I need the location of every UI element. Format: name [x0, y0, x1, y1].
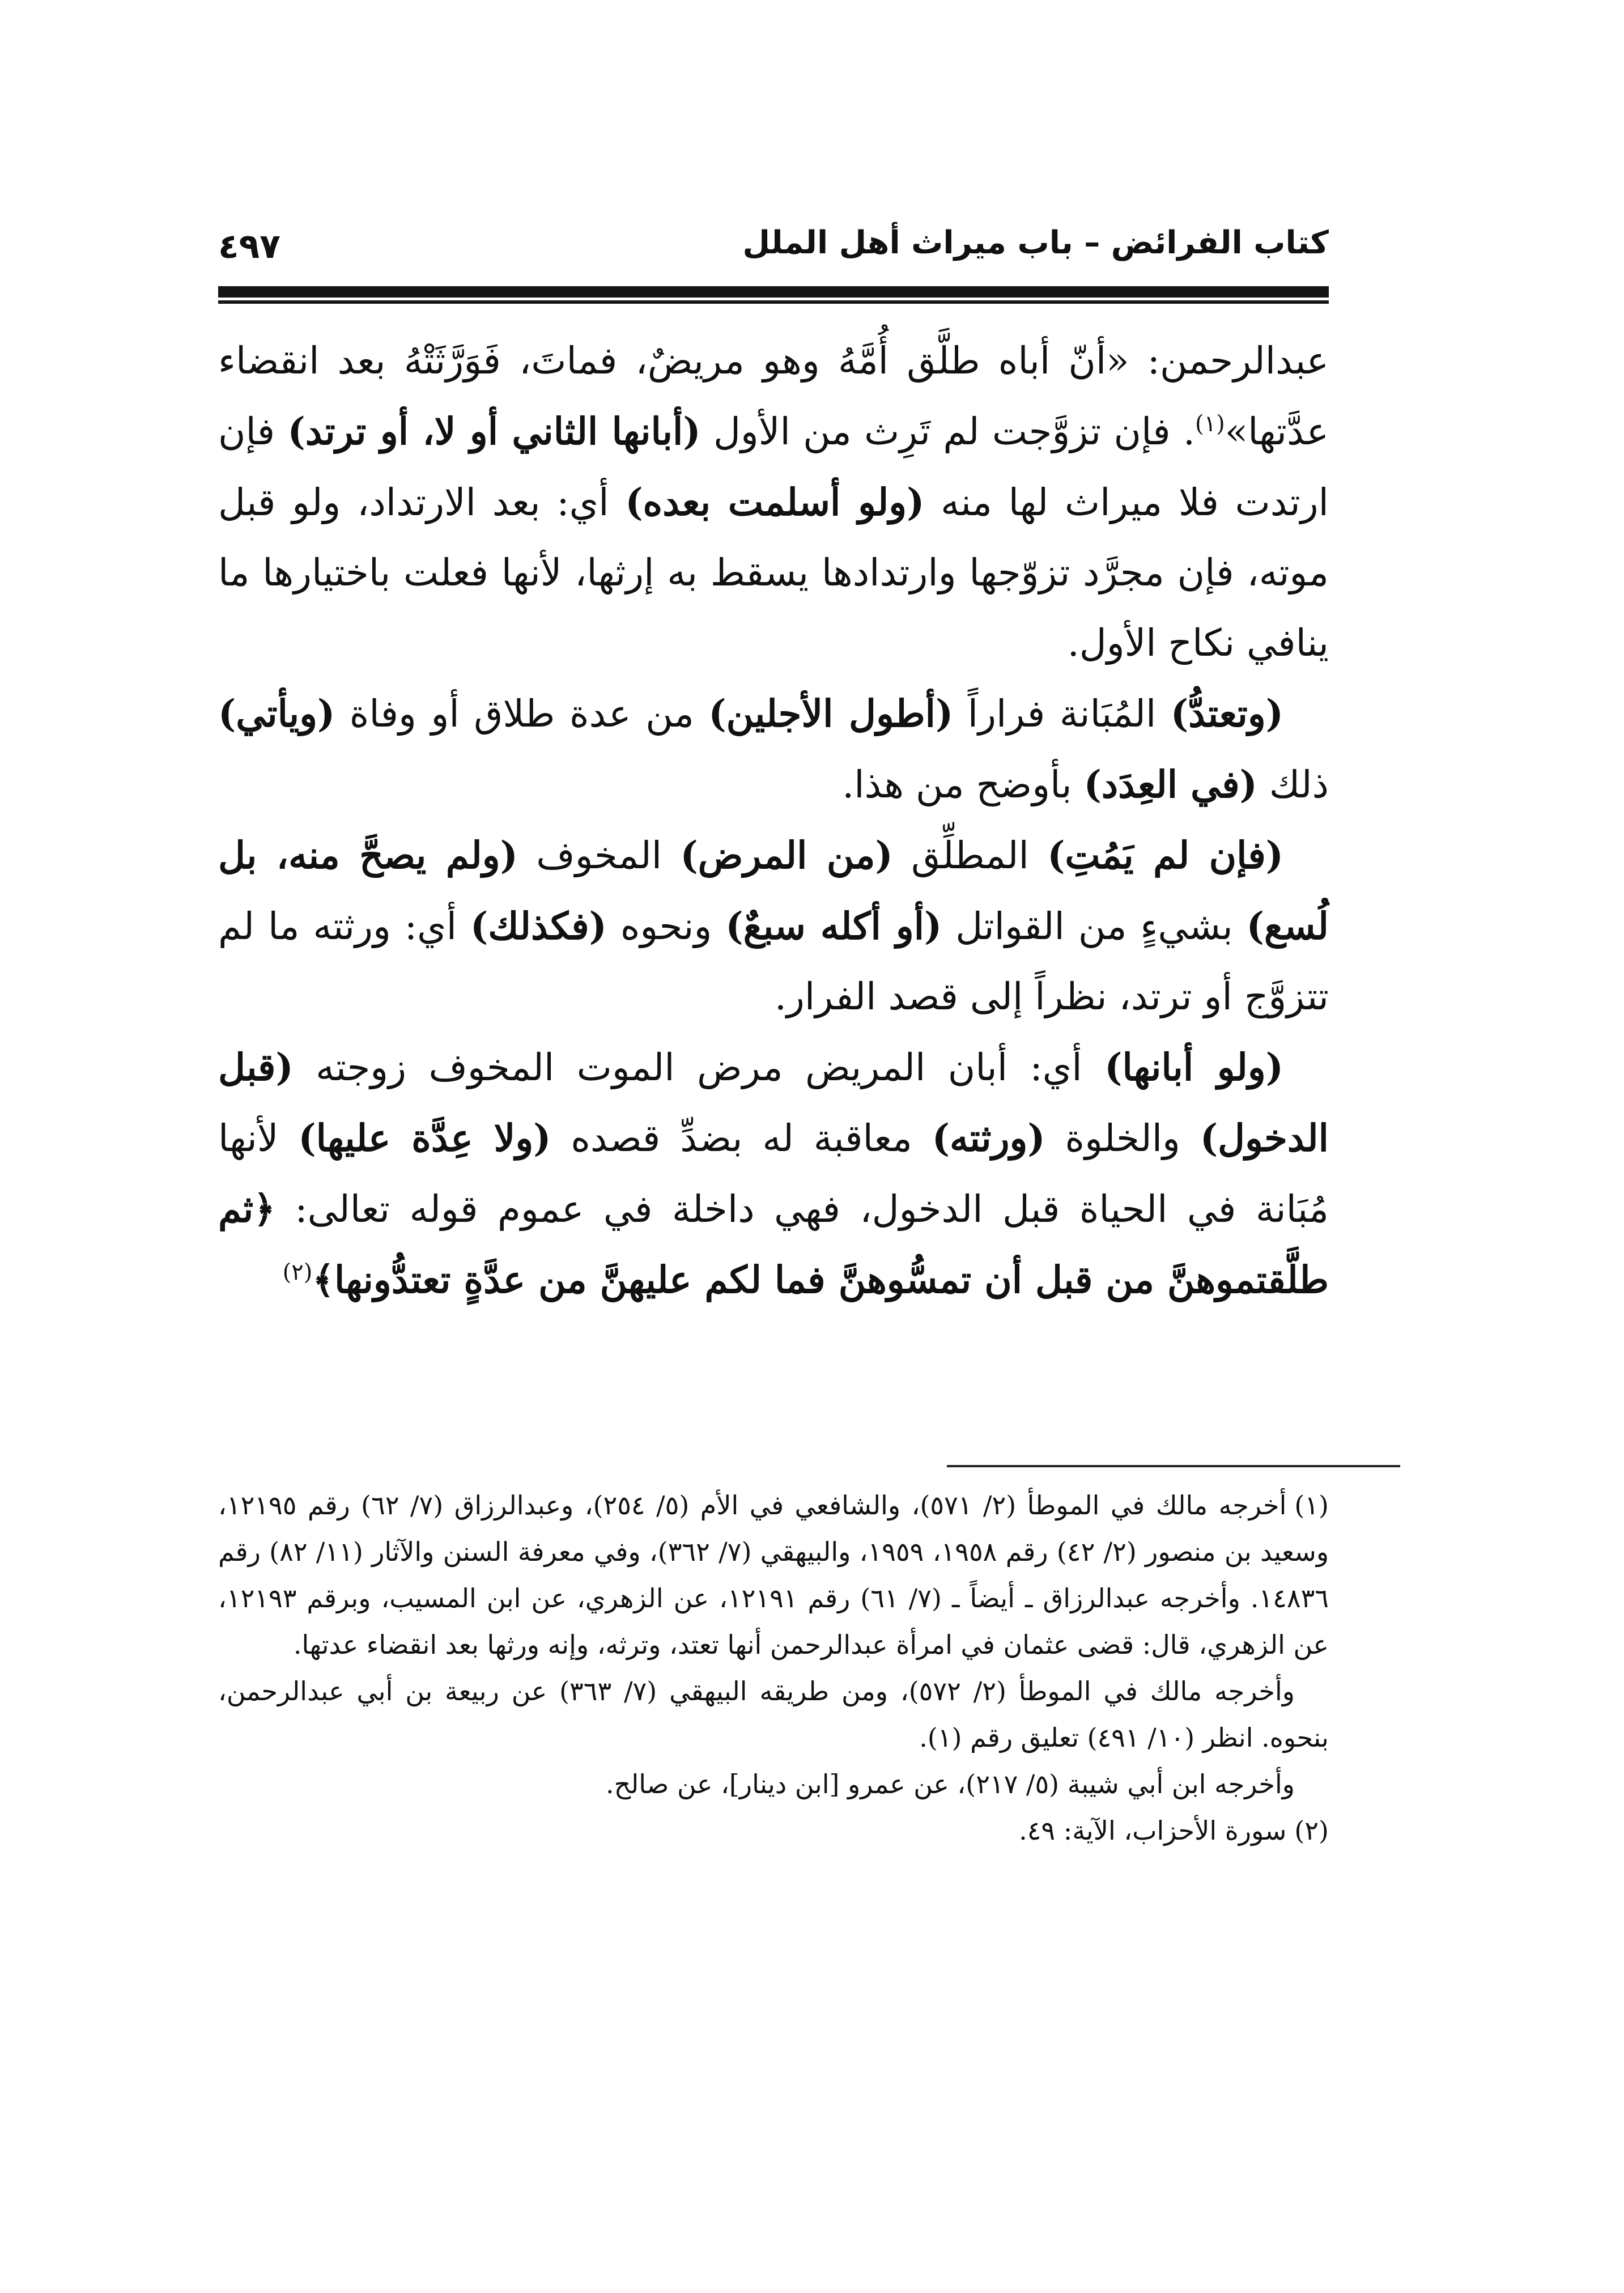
commentary-text: فإن ارتدت فلا ميراث لها منه	[218, 410, 1329, 524]
commentary-text: المُبَانة فراراً	[953, 692, 1171, 736]
matn-text: (ولو أبانها)	[1104, 1045, 1283, 1089]
matn-text: ﴿ثم طلَّقتموهنَّ من قبل أن تمسُّوهنَّ فما لكم عليهنَّ من عدَّةٍ تعتدُّونها﴾	[218, 1187, 1329, 1302]
footnote-text: سورة الأحزاب، الآية: ٤٩.	[1019, 1815, 1287, 1846]
commentary-text: بأوضح من هذا.	[842, 763, 1084, 806]
commentary-text: المخوف	[517, 834, 681, 877]
commentary-text: أي: بعد الارتداد، ولو قبل موته، فإن مجرَّد تزوّجها وارتدادها يسقط به إرثها، لأنها فعلت باختيارها ما ينافي نكاح الأول.	[218, 481, 1329, 665]
page-number: ٤٩٧	[218, 227, 280, 266]
commentary-text: من عدة طلاق أو وفاة	[335, 692, 709, 736]
matn-text: (من المرض)	[680, 833, 893, 877]
footnote-text: أخرجه مالك في الموطأ (٢/ ٥٧١)، والشافعي في الأم (٥/ ٢٥٤)، وعبدالرزاق (٧/ ٦٢) رقم ١٢١٩٥، وسعيد بن منصور (٢/ ٤٢) رقم ١٩٥٨، ١٩٥٩، والبيهقي (٧/ ٣٦٢)، وفي معرفة السنن والآثار (١١/ ٨٢) رقم ١٤٨٣٦. وأخرجه عبدالرزاق ـ أيضاً ـ (٧/ ٦١) رقم ١٢١٩١، عن الزهري، عن ابن المسيب، وبرقم ١٢١٩٣، عن الزهري، قال: قضى عثمان في امرأة عبدالرحمن أنها تعتد، وترثه، وإنه ورثها بعد انقضاء عدتها.	[218, 1490, 1329, 1660]
commentary-text: ذلك	[1257, 763, 1329, 806]
footnote	[218, 1482, 1329, 1668]
commentary-text: بشيءٍ من القواتل	[942, 905, 1247, 948]
matn-text: (فكذلك)	[470, 904, 607, 948]
matn-text: (ولم يصحَّ منه، بل لُسع)	[218, 833, 1329, 948]
matn-text: (أطول الأجلين)	[708, 691, 954, 736]
footnotes	[218, 1482, 1329, 1854]
matn-text: (وتعتدُّ)	[1170, 691, 1283, 736]
body-paragraph	[218, 820, 1329, 1032]
running-header	[218, 221, 1329, 283]
footnote-number: (١)	[1294, 1490, 1329, 1521]
footnote	[218, 1668, 1329, 1761]
matn-text: (ورثته)	[932, 1116, 1045, 1160]
matn-text: (أو أكله سبعٌ)	[725, 904, 942, 948]
footnote-reference: (٢)	[282, 1259, 313, 1285]
matn-text: (ولا عِدَّة عليها)	[298, 1116, 551, 1160]
commentary-text: عبدالرحمن: «أنّ أباه طلَّق أُمَّهُ وهو مريضٌ، فماتَ، فَوَرَّثَتْهُ بعد انقضاء عدَّتها»	[218, 339, 1329, 453]
footnote	[218, 1807, 1329, 1854]
footnote-reference: (١)	[1194, 411, 1225, 437]
commentary-text: ونحوه	[606, 905, 726, 948]
footnote-text: وأخرجه ابن أبي شيبة (٥/ ٢١٧)، عن عمرو [ابن دينار]، عن صالح.	[605, 1769, 1295, 1799]
header-title: كتاب الفرائض – باب ميراث أهل الملل	[742, 224, 1329, 261]
main-text	[218, 326, 1329, 1315]
matn-text: (فإن لم يَمُتِ)	[1047, 833, 1283, 877]
footnote-number: (٢)	[1294, 1815, 1329, 1846]
commentary-text: المطلِّق	[892, 834, 1048, 877]
matn-text: (أبانها الثاني أو لا، أو ترتد)	[287, 409, 701, 453]
body-paragraph	[218, 326, 1329, 678]
commentary-text: أي: ورثته ما لم تتزوَّج أو ترتد، نظراً إلى قصد الفرار.	[218, 905, 1329, 1018]
footnote	[218, 1761, 1329, 1807]
footnote-text: وأخرجه مالك في الموطأ (٢/ ٥٧٢)، ومن طريقه البيهقي (٧/ ٣٦٣) عن ربيعة بن أبي عبدالرحمن، بنحوه. انظر (١٠/ ٤٩١) تعليق رقم (١).	[218, 1676, 1329, 1753]
header-rule-thin	[218, 300, 1329, 304]
body-paragraph	[218, 1032, 1329, 1315]
matn-text: (قبل الدخول)	[218, 1045, 1329, 1160]
matn-text: (ويأتي)	[218, 691, 335, 736]
commentary-text: أي: أبان المريض مرض الموت المخوف زوجته	[293, 1046, 1105, 1089]
matn-text: (ولو أسلمت بعده)	[625, 480, 925, 524]
commentary-text: لأنها مُبَانة في الحياة قبل الدخول، فهي داخلة في عموم قوله تعالى:	[218, 1116, 1329, 1231]
commentary-text: والخلوة	[1045, 1116, 1200, 1160]
commentary-text: معاقبة له بضدِّ قصده	[551, 1116, 932, 1160]
header-rule	[218, 286, 1329, 298]
body-paragraph	[218, 678, 1329, 820]
matn-text: (في العِدَد)	[1083, 762, 1257, 806]
footnote-separator	[947, 1465, 1400, 1467]
commentary-text: . فإن تزوَّجت لم تَرِث من الأول	[700, 410, 1195, 453]
